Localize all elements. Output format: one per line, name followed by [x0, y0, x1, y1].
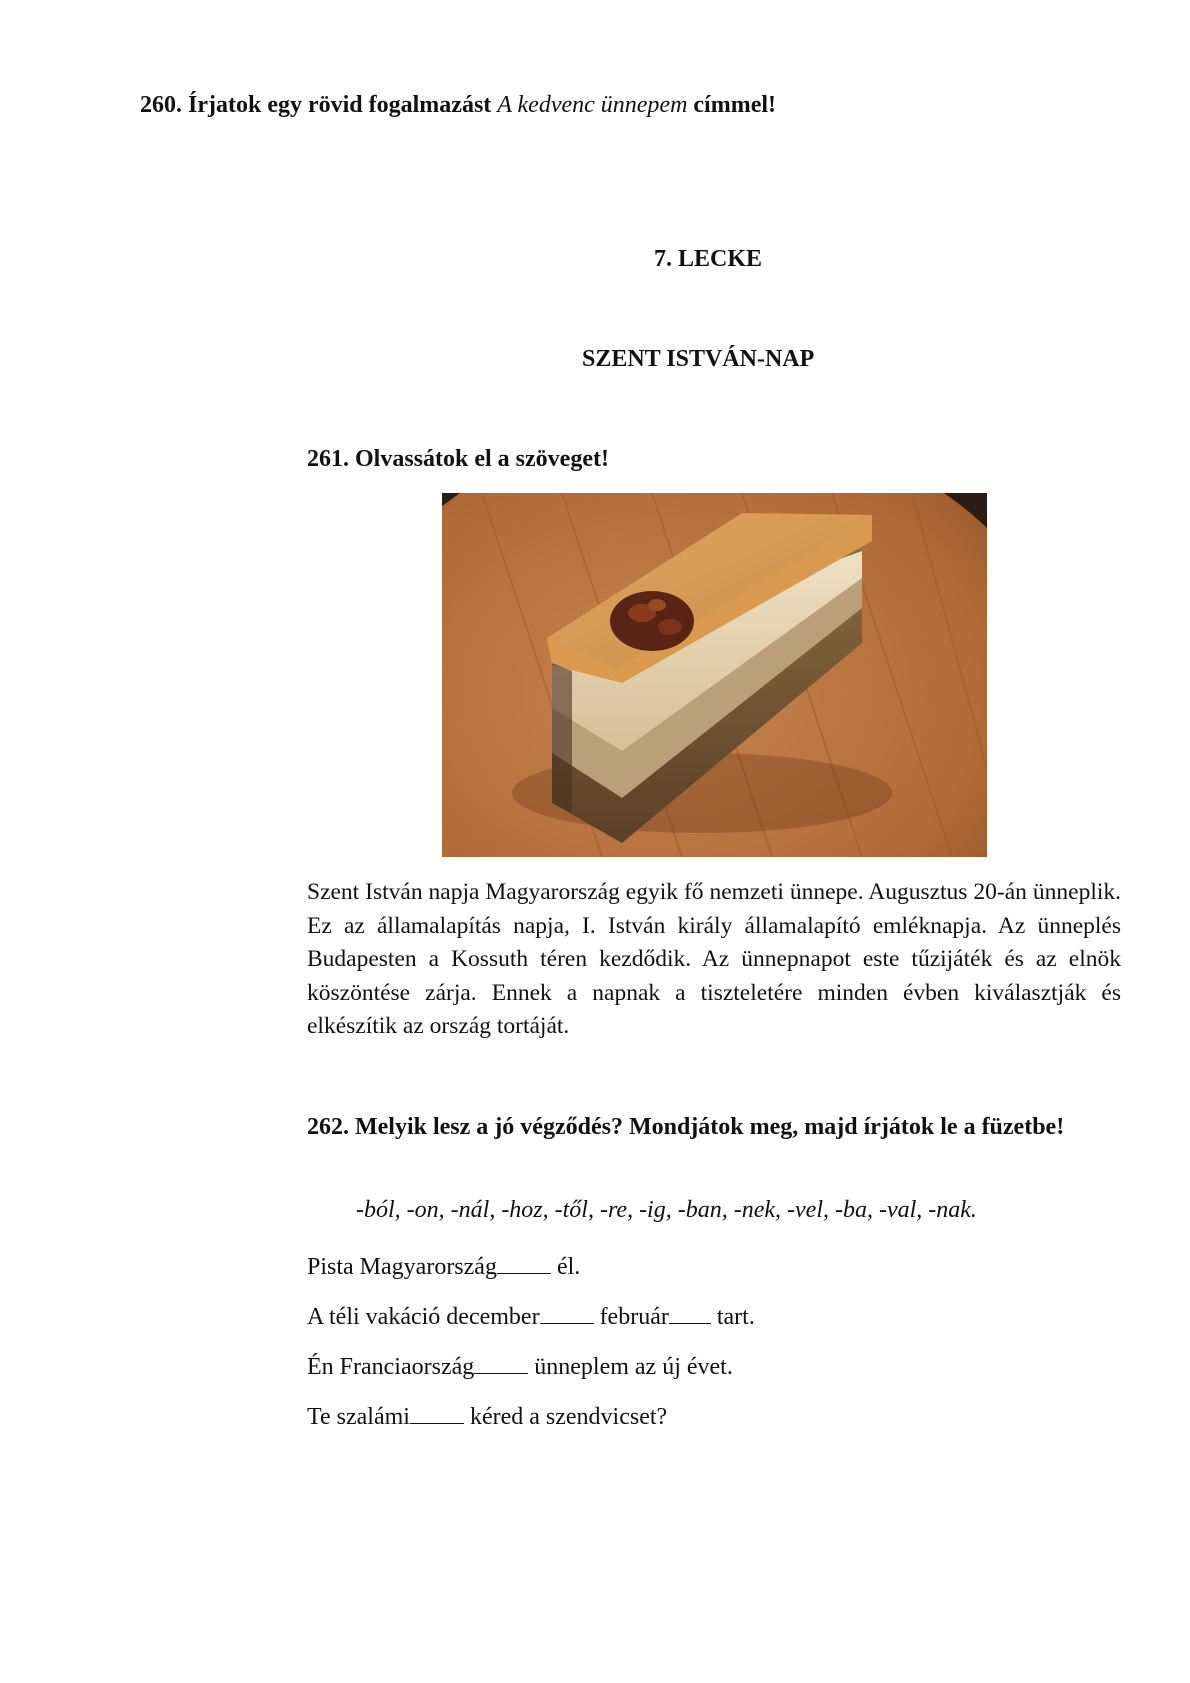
answer-blank-1[interactable]	[497, 1253, 551, 1274]
cake-slice-photo	[442, 493, 987, 857]
reading-text: Szent István napja Magyarország egyik fő nemzeti ünnepe. Augusztus 20-án ünneplik. Ez az államalapítás napja, I. István király államalapító emléknapja. Az ünneplés Budapesten a Kossuth téren kezdődik. Az ünnepnapot este tűzijáték és az elnök köszöntése zárja. Ennek a napnak a tiszteletére minden évben kiválasztják és elkészítik az ország tortáját.	[307, 879, 1121, 1039]
sentence-3-part1: Én Franciaország	[307, 1354, 475, 1380]
sentence-2-part1: A téli vakáció december	[307, 1304, 540, 1330]
task-262-heading: 262. Melyik lesz a jó végződés? Mondjátok meg, majd írjátok le a füzetbe!	[307, 1114, 1065, 1140]
sentence-4-part2: kéred a szendvicset?	[463, 1404, 668, 1430]
answer-blank-3[interactable]	[474, 1353, 528, 1374]
sentence-1-part2: él.	[550, 1254, 581, 1280]
answer-blank-2b[interactable]	[669, 1303, 711, 1324]
sentence-4-part1: Te szalámi	[307, 1404, 410, 1430]
sentence-3	[307, 1353, 733, 1381]
sentence-4	[307, 1403, 667, 1431]
sentence-2-part3: tart.	[710, 1304, 755, 1330]
task-261-heading: 261. Olvassátok el a szöveget!	[307, 446, 609, 472]
cake-slice-illustration	[442, 493, 987, 857]
task-260-heading	[140, 92, 776, 119]
sentence-3-part2: ünneplem az új évet.	[528, 1354, 733, 1380]
sentence-2-part2: február	[593, 1304, 669, 1330]
task-260-prefix: 260. Írjatok egy rövid fogalmazást	[140, 92, 498, 118]
answer-blank-2a[interactable]	[540, 1303, 594, 1324]
sentence-1	[307, 1253, 580, 1281]
sentence-2	[307, 1303, 755, 1331]
sentence-1-part1: Pista Magyarország	[307, 1254, 497, 1280]
endings-list: -ból, -on, -nál, -hoz, -től, -re, -ig, -ban, -nek, -vel, -ba, -val, -nak.	[356, 1197, 977, 1223]
answer-blank-4[interactable]	[410, 1403, 464, 1424]
lesson-title: SZENT ISTVÁN-NAP	[582, 346, 815, 372]
task-260-title-italic: A kedvenc ünnepem	[497, 92, 688, 118]
task-260-suffix: címmel!	[687, 92, 777, 118]
lesson-number: 7. LECKE	[654, 246, 763, 272]
